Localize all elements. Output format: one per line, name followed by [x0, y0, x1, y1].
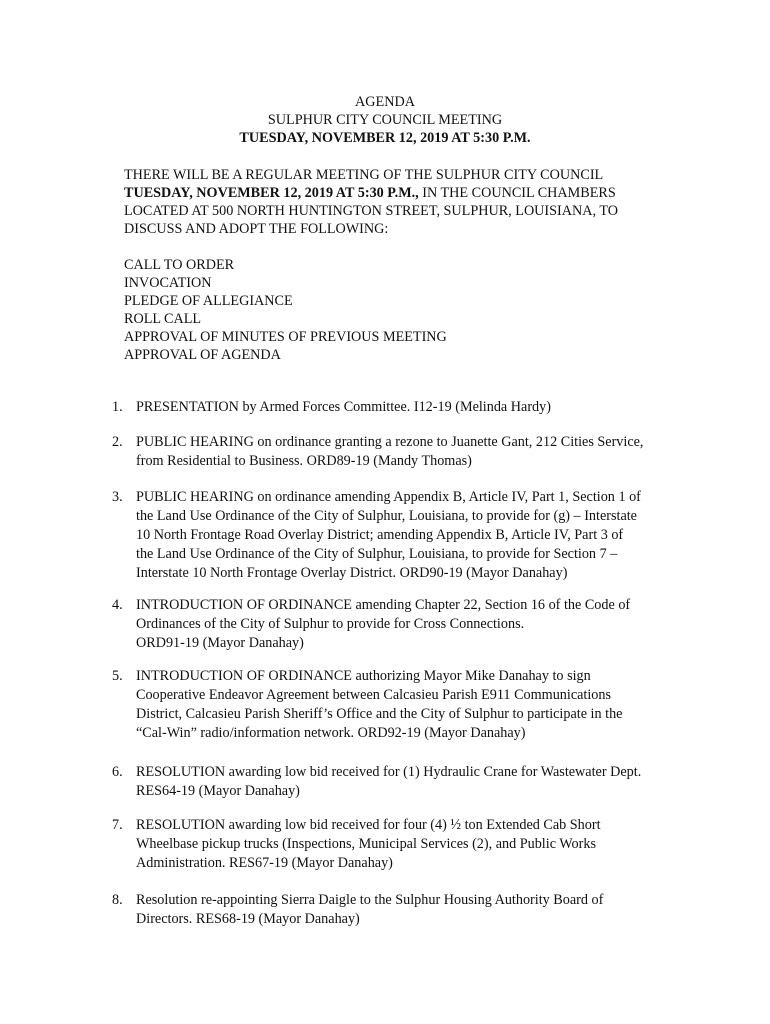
intro-line — [124, 184, 684, 202]
opening-item: APPROVAL OF AGENDA — [124, 347, 281, 363]
opening-procedures — [124, 256, 447, 364]
item-line: the Land Use Ordinance of the City of Sulphur, Louisiana, to provide for Section 7 – — [136, 546, 618, 562]
intro-date-bold: TUESDAY, NOVEMBER 12, 2019 AT 5:30 P.M., — [124, 185, 419, 201]
item-text — [136, 816, 692, 873]
agenda-header — [0, 93, 770, 147]
item-line: INTRODUCTION OF ORDINANCE authorizing Mayor Mike Danahay to sign — [136, 668, 591, 684]
item-text — [136, 891, 692, 929]
item-line: INTRODUCTION OF ORDINANCE amending Chapter 22, Section 16 of the Code of — [136, 597, 631, 613]
item-line: ORD91-19 (Mayor Danahay) — [136, 635, 304, 651]
item-line: RES64-19 (Mayor Danahay) — [136, 783, 300, 799]
item-text — [136, 398, 692, 417]
item-number: 2. — [112, 434, 123, 450]
item-line: Ordinances of the City of Sulphur to provide for Cross Connections. — [136, 616, 525, 632]
intro-line: LOCATED AT 500 NORTH HUNTINGTON STREET, SULPHUR, LOUISIANA, TO — [124, 203, 619, 219]
item-text — [136, 763, 692, 801]
item-number: 7. — [112, 817, 123, 833]
item-text — [136, 667, 692, 743]
opening-item: ROLL CALL — [124, 311, 202, 327]
meeting-name: SULPHUR CITY COUNCIL MEETING — [267, 112, 503, 128]
item-line: RESOLUTION awarding low bid received for four (4) ½ ton Extended Cab Short — [136, 817, 601, 833]
item-line: Administration. RES67-19 (Mayor Danahay) — [136, 855, 393, 871]
item-number: 1. — [112, 399, 123, 415]
item-number: 4. — [112, 597, 123, 613]
item-number: 6. — [112, 764, 123, 780]
opening-item: APPROVAL OF MINUTES OF PREVIOUS MEETING — [124, 329, 447, 345]
item-line: 10 North Frontage Road Overlay District; amending Appendix B, Article IV, Part 3 of — [136, 527, 624, 543]
opening-item: PLEDGE OF ALLEGIANCE — [124, 293, 293, 309]
item-line: Wheelbase pickup trucks (Inspections, Municipal Services (2), and Public Works — [136, 836, 596, 852]
item-text — [136, 488, 692, 583]
item-line: from Residential to Business. ORD89-19 (Mandy Thomas) — [136, 453, 472, 469]
item-line: Cooperative Endeavor Agreement between Calcasieu Parish E911 Communications — [136, 687, 612, 703]
item-line: “Cal-Win” radio/information network. ORD92-19 (Mayor Danahay) — [136, 725, 526, 741]
agenda-title: AGENDA — [355, 94, 415, 110]
item-line: PUBLIC HEARING on ordinance amending Appendix B, Article IV, Part 1, Section 1 of — [136, 489, 641, 505]
item-number: 5. — [112, 668, 123, 684]
opening-item: INVOCATION — [124, 275, 212, 291]
intro-line: DISCUSS AND ADOPT THE FOLLOWING: — [124, 221, 389, 237]
item-line: RESOLUTION awarding low bid received for (1) Hydraulic Crane for Wastewater Dept. — [136, 764, 642, 780]
item-number: 8. — [112, 892, 123, 908]
item-number: 3. — [112, 489, 123, 505]
item-line: Interstate 10 North Frontage Overlay District. ORD90-19 (Mayor Danahay) — [136, 565, 568, 581]
item-line: PUBLIC HEARING on ordinance granting a rezone to Juanette Gant, 212 Cities Service, — [136, 434, 644, 450]
item-line: PRESENTATION by Armed Forces Committee. I12-19 (Melinda Hardy) — [136, 399, 551, 415]
opening-item: CALL TO ORDER — [124, 257, 235, 273]
item-line: District, Calcasieu Parish Sheriff’s Office and the City of Sulphur to participate in the — [136, 706, 623, 722]
item-line: Directors. RES68-19 (Mayor Danahay) — [136, 911, 360, 927]
intro-line-rest: IN THE COUNCIL CHAMBERS — [418, 185, 616, 201]
item-line: Resolution re-appointing Sierra Daigle to the Sulphur Housing Authority Board of — [136, 892, 604, 908]
meeting-date: TUESDAY, NOVEMBER 12, 2019 AT 5:30 P.M. — [239, 130, 531, 146]
item-text — [136, 433, 692, 471]
item-text — [136, 596, 692, 653]
intro-line: THERE WILL BE A REGULAR MEETING OF THE SULPHUR CITY COUNCIL — [124, 167, 604, 183]
intro-paragraph — [124, 166, 684, 238]
item-line: the Land Use Ordinance of the City of Sulphur, Louisiana, to provide for (g) – Interstate — [136, 508, 637, 524]
